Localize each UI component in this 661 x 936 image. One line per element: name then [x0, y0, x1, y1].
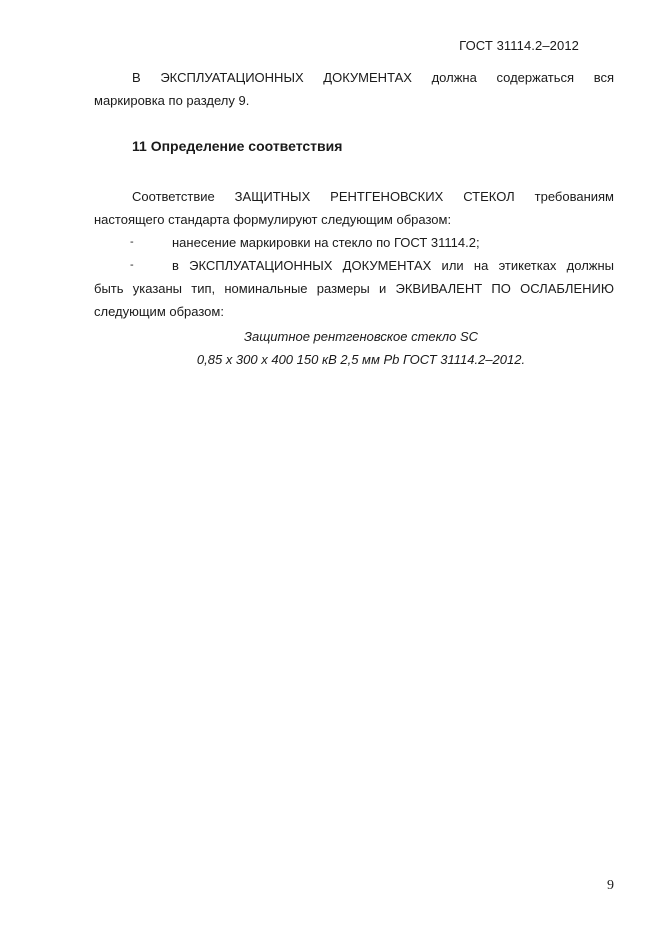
list-item-continuation: следующим образом: [94, 304, 224, 319]
paragraph-line: В ЭКСПЛУАТАЦИОННЫХ ДОКУМЕНТАХ должна содержаться вся [132, 70, 614, 85]
list-item-text: в ЭКСПЛУАТАЦИОННЫХ ДОКУМЕНТАХ или на этикетках должны [172, 258, 614, 273]
document-code: ГОСТ 31114.2–2012 [459, 38, 579, 53]
list-item [94, 231, 614, 254]
paragraph-line: настоящего стандарта формулируют следующим образом: [94, 212, 452, 227]
list-item-text: нанесение маркировки на стекло по ГОСТ 31114.2; [172, 235, 480, 250]
list-item-continuation: быть указаны тип, номинальные размеры и ЭКВИВАЛЕНТ ПО ОСЛАБЛЕНИЮ [94, 281, 614, 296]
paragraph-line: Соответствие ЗАЩИТНЫХ РЕНТГЕНОВСКИХ СТЕКОЛ требованиям [132, 189, 614, 204]
marking-example-line: 0,85 х 300 х 400 150 кВ 2,5 мм Pb ГОСТ 31114.2–2012. [196, 352, 526, 367]
paragraph-line: маркировка по разделу 9. [94, 93, 250, 108]
marking-example-line: Защитное рентгеновское стекло SC [243, 329, 479, 344]
list-bullet: - [130, 259, 134, 271]
list-item [94, 254, 614, 277]
section-heading: 11 Определение соответствия [132, 138, 343, 154]
list-bullet: - [130, 236, 134, 248]
page-number: 9 [607, 878, 614, 893]
